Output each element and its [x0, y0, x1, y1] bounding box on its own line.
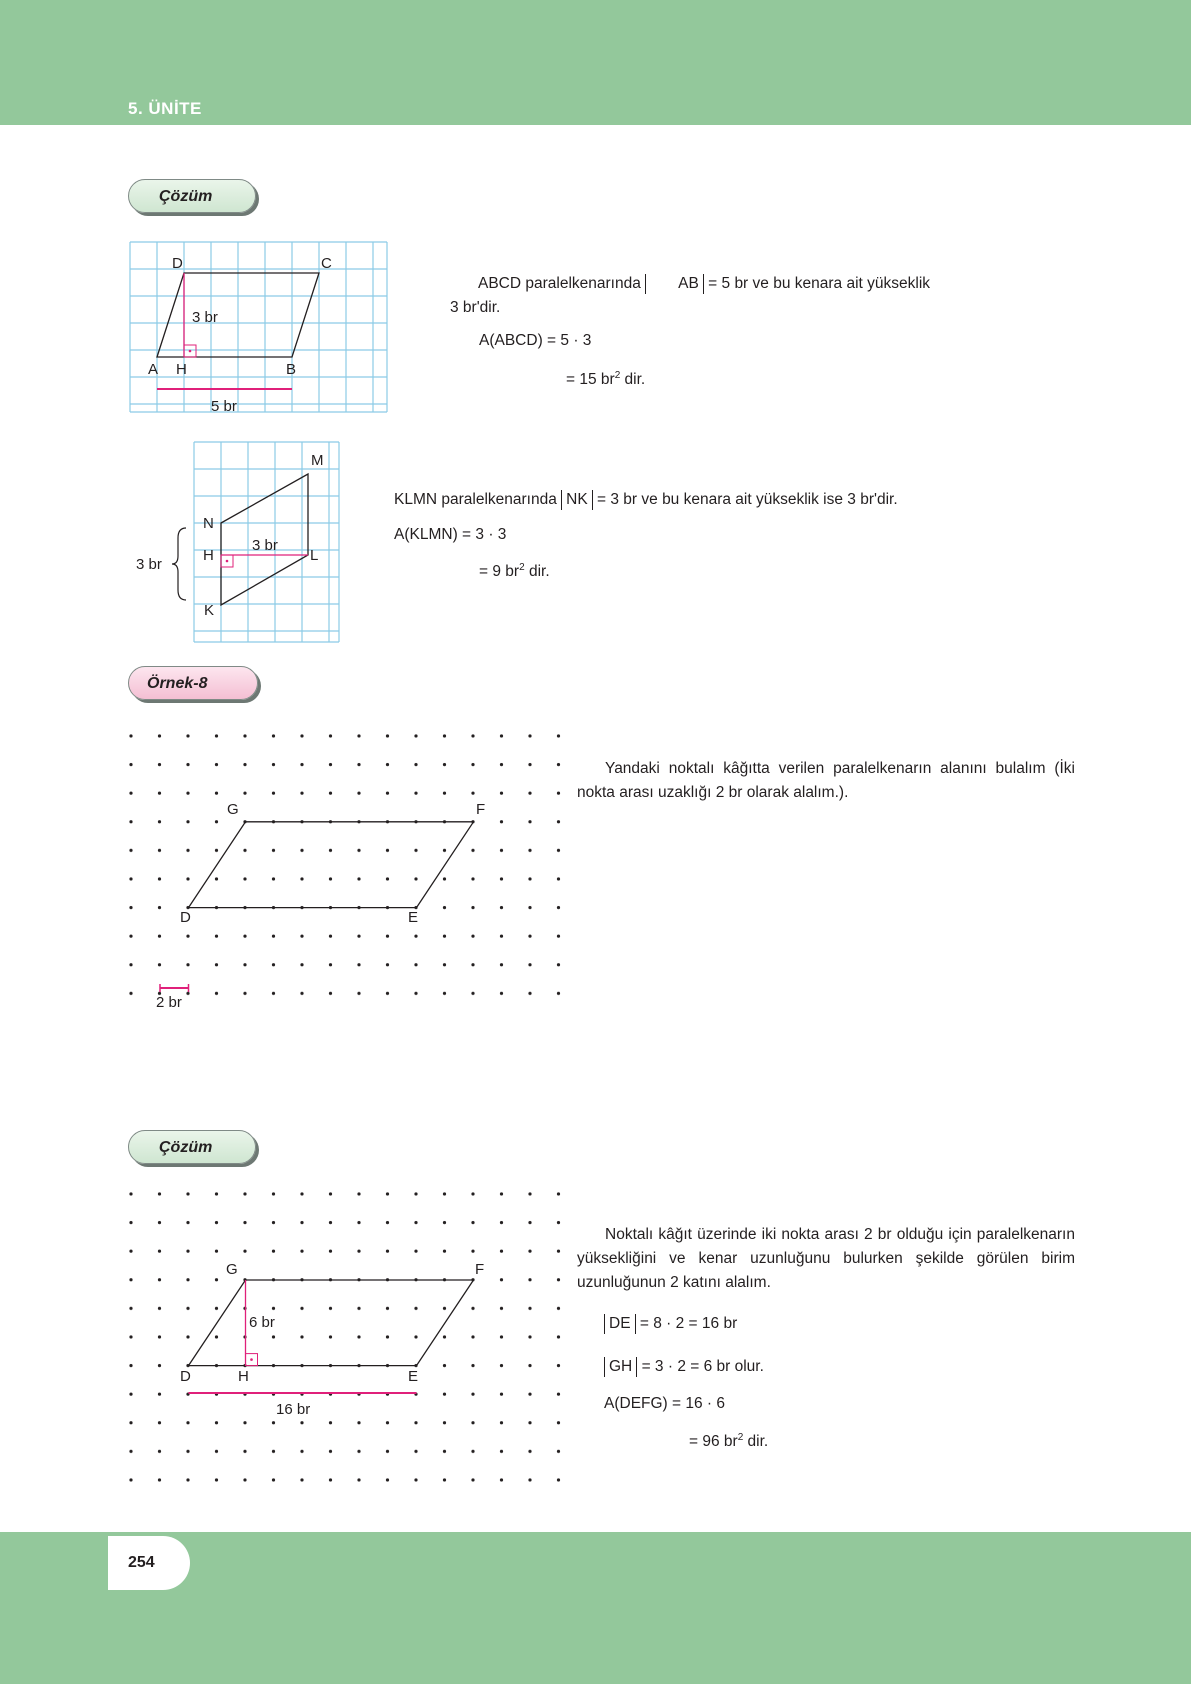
solution2-text: Noktalı kâğıt üzerinde iki nokta arası 2 br olduğu için paralelkenarın yüksekliğini ve kenar uzunluğunu bulurken şekilde görülen birim uzunluğunun 2 katını alalım.	[577, 1226, 1075, 1291]
figure-abcd	[128, 240, 390, 415]
abs-ab: AB	[645, 274, 704, 294]
label-c: C	[321, 255, 332, 272]
example-text: Yandaki noktalı kâğıtta verilen paralelkenarın alanını bulalım (İki nokta arası uzaklığı 2 br olarak alalım.).	[577, 760, 1075, 801]
page-number: 254	[128, 1554, 155, 1571]
label-f: F	[476, 801, 486, 818]
label-a: A	[148, 361, 159, 378]
height-label: 3 br	[192, 309, 218, 326]
figure-defg-solution	[120, 1183, 570, 1488]
label-h: H	[176, 361, 187, 378]
abs-nk: NK	[561, 490, 593, 510]
base-label: 5 br	[211, 398, 237, 415]
eq-de: DE = 8 · 2 = 16 br	[604, 1314, 737, 1334]
solution-badge-2: Çözüm	[128, 1130, 256, 1164]
label-d2: D	[180, 909, 191, 926]
label-h2: H	[203, 547, 214, 564]
eq-area-abcd: A(ABCD) = 5 · 3	[479, 332, 592, 349]
label-m: M	[311, 452, 324, 469]
base-label-2: 16 br	[276, 1401, 311, 1418]
label-h3: H	[238, 1368, 249, 1385]
eq-area-defg: A(DEFG) = 16 · 6	[604, 1395, 726, 1412]
label-g2: G	[226, 1261, 238, 1278]
label-l: L	[310, 547, 319, 564]
height-label-2: 3 br	[252, 537, 278, 554]
side-label: 3 br	[136, 556, 162, 573]
label-k: K	[204, 602, 215, 619]
scale-label: 2 br	[156, 994, 182, 1011]
label-e2: E	[408, 1368, 419, 1385]
example-badge: Örnek-8	[128, 666, 258, 700]
solution1-text2: KLMN paralelkenarında NK = 3 br ve bu kenara ait yükseklik ise 3 br'dir.	[394, 491, 898, 508]
figure-klmn	[128, 438, 343, 645]
dot-grid-2	[120, 1183, 565, 1483]
side-brace	[172, 528, 186, 600]
solution-badge: Çözüm	[128, 179, 256, 213]
label-d3: D	[180, 1368, 191, 1385]
eq-area-defg-result: = 96 $br^2$ dir.	[689, 1432, 769, 1451]
eq-gh: GH = 3 · 2 = 6 br olur.	[604, 1357, 764, 1377]
height-label-3: 6 br	[249, 1314, 275, 1331]
label-e: E	[408, 909, 419, 926]
solution1-text1: ABCD paralelkenarında AB = 5 br ve bu kenara ait yükseklik 3 br'dir.	[450, 275, 931, 316]
label-d: D	[172, 255, 183, 272]
grid-abcd	[130, 242, 387, 412]
figure-defg	[120, 725, 570, 1025]
label-b: B	[286, 361, 297, 378]
eq-area-klmn-result: = 9 $br^2$ dir.	[479, 562, 550, 581]
label-g: G	[227, 801, 239, 818]
label-f2: F	[475, 1261, 485, 1278]
eq-area-abcd-result: = 15 $br^2$ dir.	[566, 370, 646, 389]
unit-label: 5. ÜNİTE	[128, 99, 202, 118]
label-n: N	[203, 515, 214, 532]
eq-area-klmn: A(KLMN) = 3 · 3	[394, 526, 507, 543]
dot-grid	[120, 725, 565, 1020]
